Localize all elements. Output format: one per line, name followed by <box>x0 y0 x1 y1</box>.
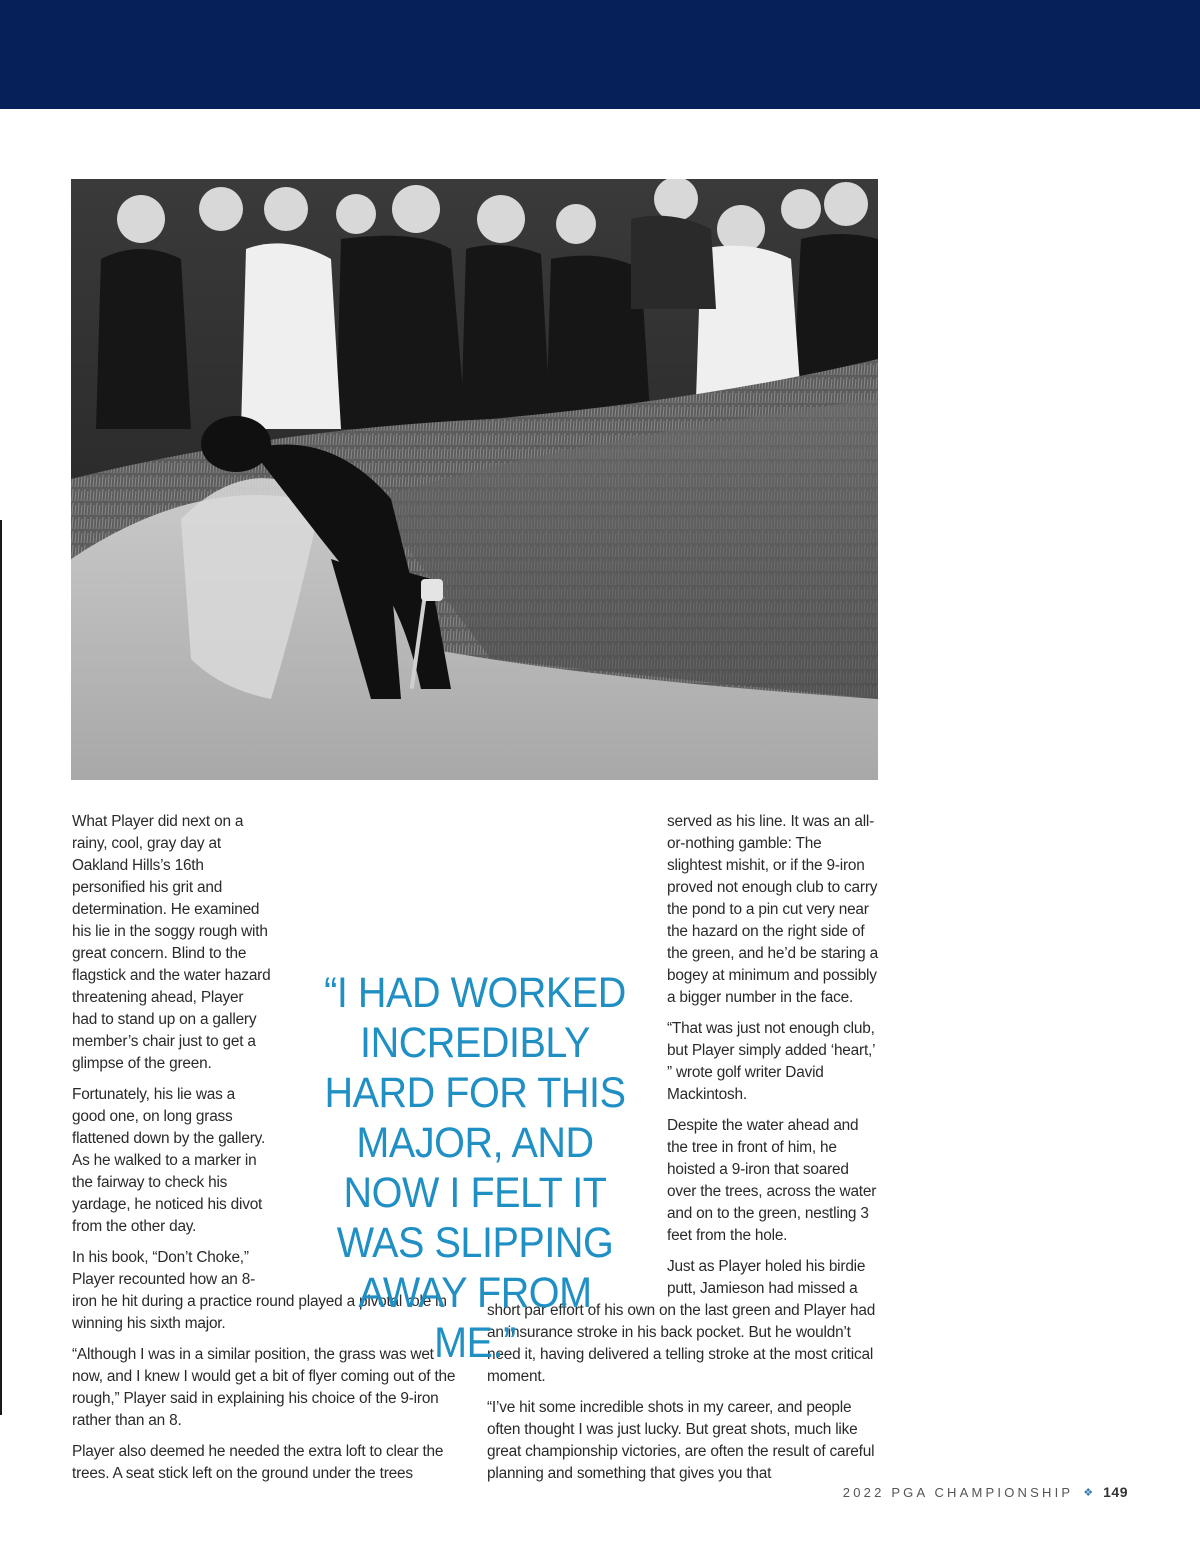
diamond-separator-icon: ❖ <box>1083 1486 1094 1499</box>
left-paragraph-5: Player also deemed he needed the extra loft to clear the trees. A seat stick left on the ground under the trees <box>72 1443 444 1482</box>
right-paragraph-3: Despite the water ahead and the tree in front of him, he hoisted a 9-iron that soared over the trees, across the water and on to the green, nestling 3 feet from the hole. <box>667 1117 877 1244</box>
pull-quote: “I HAD WORKED INCREDIBLY HARD FOR THIS MAJOR, AND NOW I FELT IT WAS SLIPPING AWAY FROM ME.” <box>324 969 626 1367</box>
left-paragraph-1: What Player did next on a rainy, cool, gray day at Oakland Hills’s 16th personified his grit and determination. He examined his lie in the soggy rough with great concern. Blind to the flagstick and the water hazard threatening ahead, Player had to stand up on a gallery member’s chair just to get a glimpse of the green. <box>72 813 271 1072</box>
right-paragraph-5: “I’ve hit some incredible shots in my career, and people often thought I was just lucky. But great shots, much like great championship victories, are often the result of careful planning and something that gives you that <box>487 1399 875 1482</box>
right-paragraph-1: served as his line. It was an all-or-nothing gamble: The slightest mishit, or if the 9-iron proved not enough club to carry the pond to a pin cut very near the hazard on the right side of the green, and he’d be staring a bogey at minimum and possibly a bigger number in the face. <box>667 813 878 1006</box>
right-paragraph-4: Just as Player holed his birdie putt, Jamieson had missed a short par effort of his own on the last green and Player had an insurance stroke in his back pocket. But he wouldn’t need it, having delivered a telling stroke at the most critical moment. <box>487 1258 876 1385</box>
page-footer <box>843 1484 1128 1500</box>
golfer-bunker-shot-photo <box>71 179 878 780</box>
left-paragraph-3: In his book, “Don’t Choke,” Player recounted how an 8-iron he hit during a practice round played a pivotal role in winning his sixth major. <box>72 1249 447 1332</box>
page-number: 149 <box>1103 1484 1128 1500</box>
publication-title: 2022 PGA CHAMPIONSHIP <box>842 1484 1074 1500</box>
right-paragraph-2: “That was just not enough club, but Player simply added ‘heart,’ ” wrote golf writer David Mackintosh. <box>667 1020 875 1103</box>
page-edge-rule <box>0 520 2 1415</box>
left-paragraph-2: Fortunately, his lie was a good one, on long grass flattened down by the gallery. As he walked to a marker in the fairway to check his yardage, he noticed his divot from the other day. <box>72 1086 266 1235</box>
header-bar <box>0 0 1200 109</box>
left-paragraph-4: “Although I was in a similar position, the grass was wet now, and I knew I would get a bit of flyer coming out of the rough,” Player said in explaining his choice of the 9-iron rather than an 8. <box>72 1346 456 1429</box>
